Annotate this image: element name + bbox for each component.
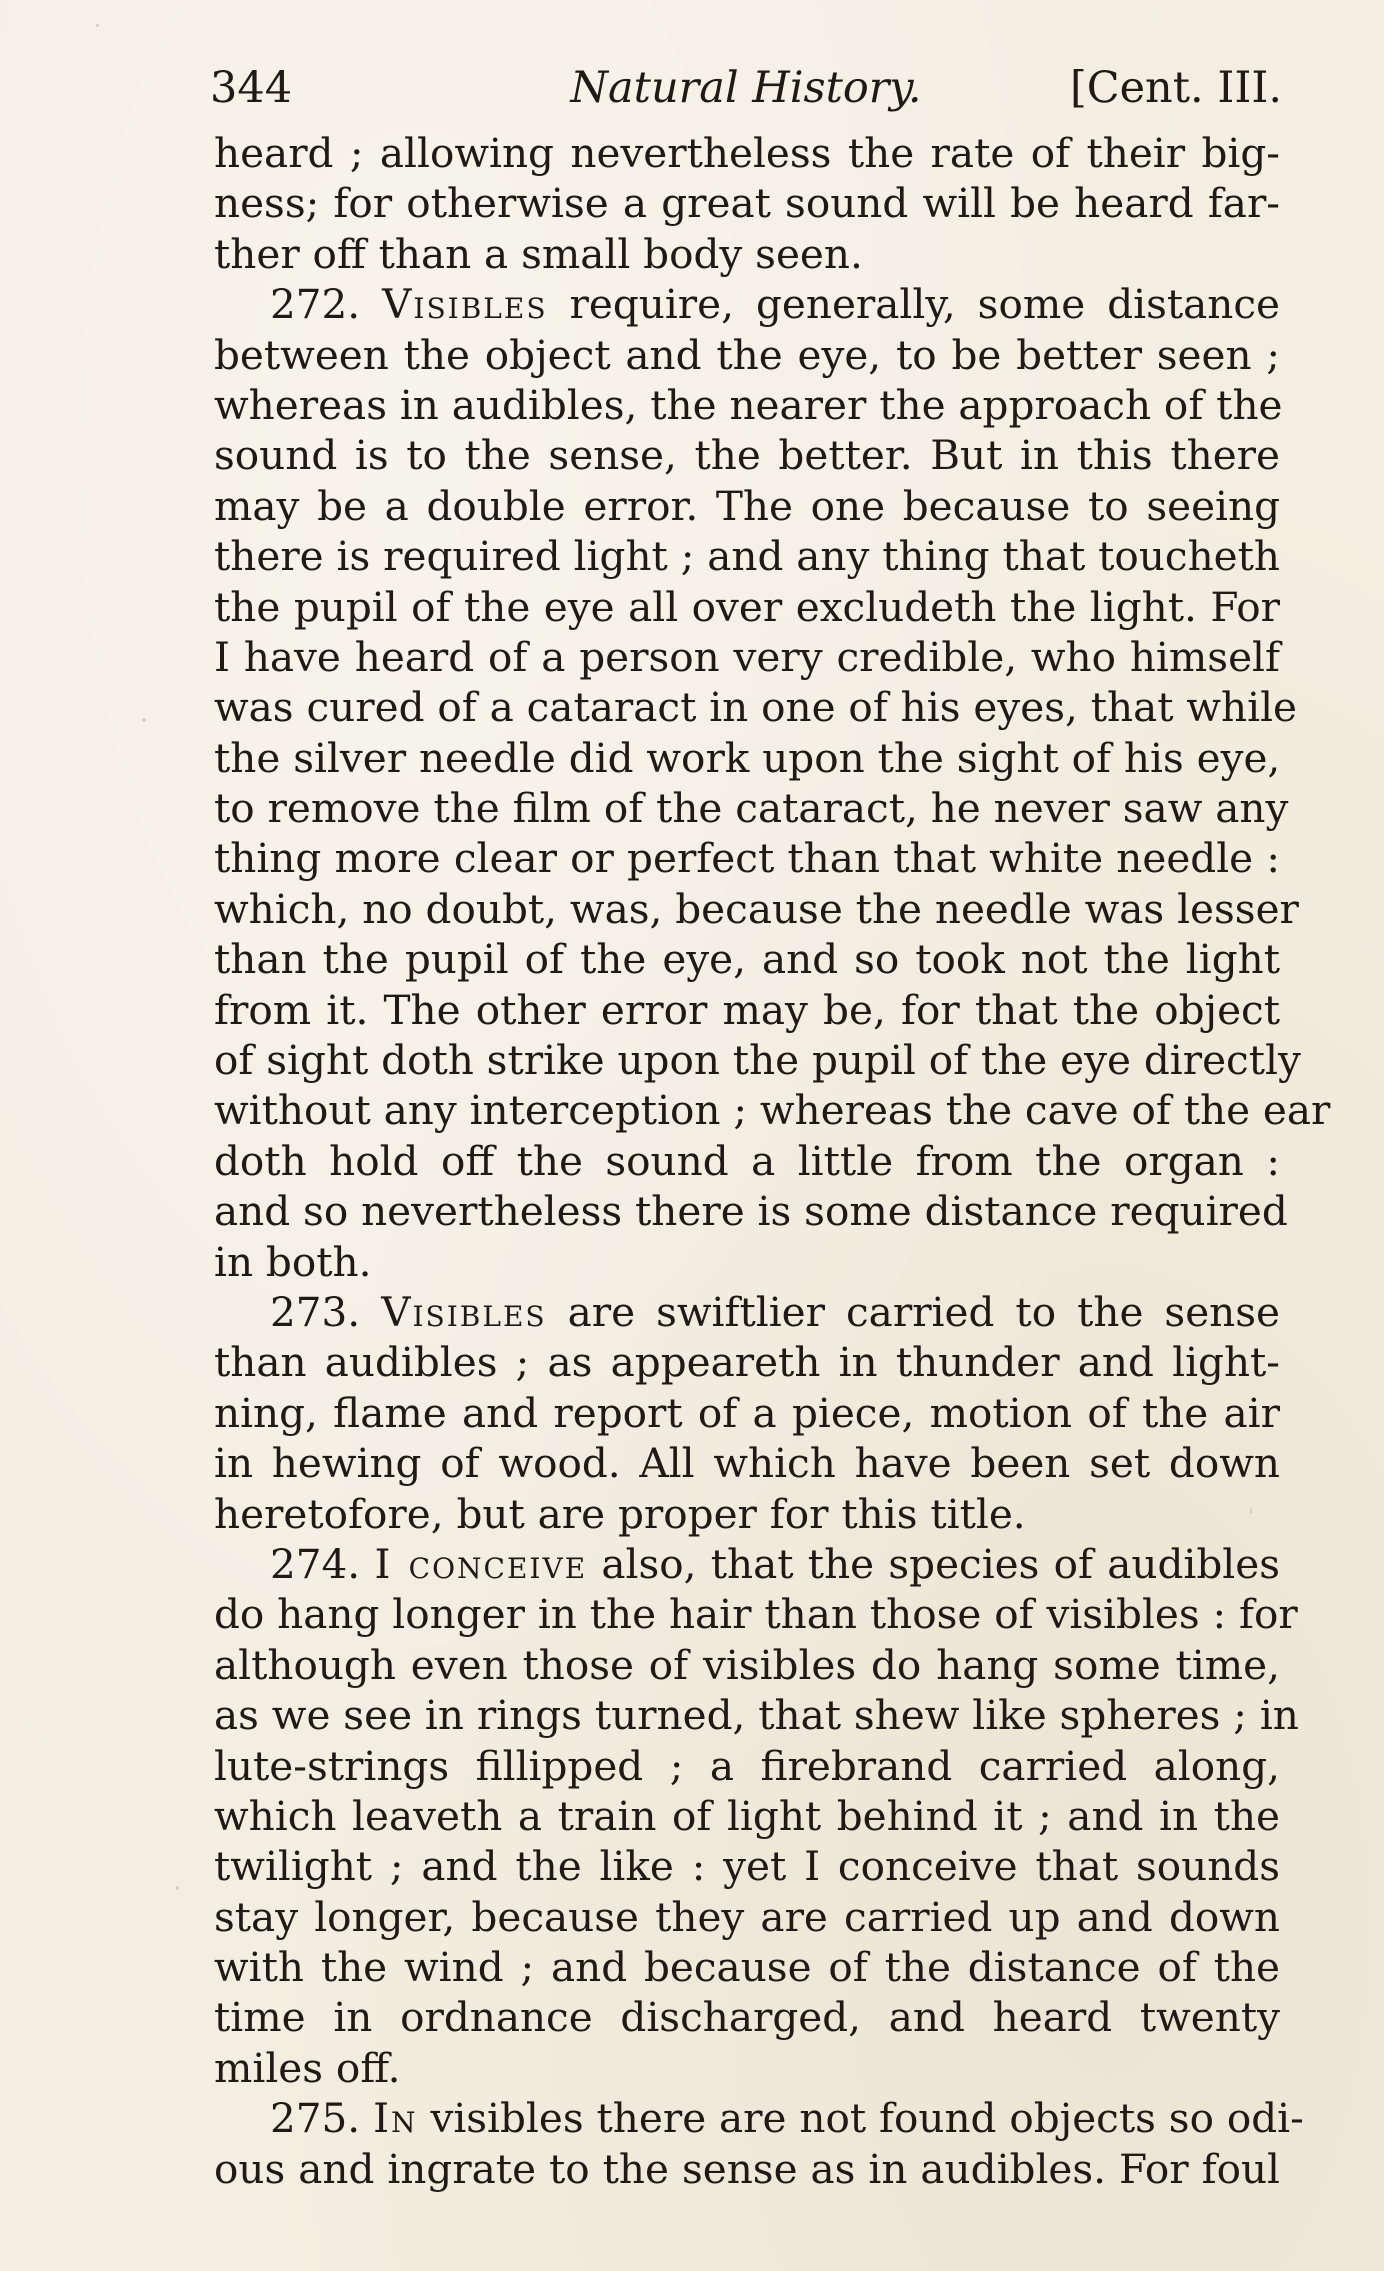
running-title: Natural History. <box>570 63 922 113</box>
paragraph-number: 275. <box>270 2094 361 2143</box>
text-line: lute-strings fillipped ; a firebrand carried along, <box>214 1741 1280 1790</box>
text-line: as we see in rings turned, that shew like spheres ; in <box>214 1691 1299 1740</box>
text-line: there is required light ; and any thing that toucheth <box>214 532 1280 581</box>
small-caps-lead: Visibles <box>381 1287 547 1336</box>
paragraph-number: 274. <box>270 1539 361 1588</box>
running-head <box>210 58 1282 118</box>
text-line: the silver needle did work upon the sight of his eye, <box>214 733 1281 782</box>
text-run: are swiftlier carried to the sense <box>567 1287 1281 1336</box>
text-line: without any interception ; whereas the cave of the ear <box>214 1086 1331 1135</box>
text-line: ness; for otherwise a great sound will be heard far- <box>214 179 1280 228</box>
text-line: which, no doubt, was, because the needle was lesser <box>214 884 1299 933</box>
small-caps-lead: Visibles <box>382 280 548 329</box>
paragraph-275-start <box>214 2093 1304 2143</box>
text-line: and so nevertheless there is some distance required <box>214 1187 1288 1236</box>
page-number: 344 <box>210 63 293 113</box>
text-line: twilight ; and the like : yet I conceive that sounds <box>214 1842 1280 1891</box>
text-line: ous and ingrate to the sense as in audibles. For foul <box>214 2144 1280 2193</box>
text-line: heard ; allowing nevertheless the rate of their big- <box>214 129 1280 177</box>
paragraph-273-start <box>214 1287 1280 1337</box>
text-line: was cured of a cataract in one of his eyes, that while <box>214 683 1297 732</box>
text-line: heretofore, but are proper for this title. <box>214 1489 1026 1538</box>
paper-speck <box>176 1886 179 1890</box>
small-caps-lead: I conceive <box>374 1539 588 1588</box>
small-caps-lead: In <box>373 2094 418 2143</box>
paper-speck <box>96 24 99 27</box>
paragraph-number: 272. <box>270 280 361 329</box>
text-line: the pupil of the eye all over excludeth the light. For <box>214 582 1280 631</box>
text-line: whereas in audibles, the nearer the approach of the <box>214 380 1283 429</box>
text-line: doth hold off the sound a little from the organ : <box>214 1136 1280 1185</box>
paragraph-number: 273. <box>270 1287 361 1336</box>
text-line: although even those of visibles do hang some time, <box>214 1640 1280 1689</box>
text-line: in both. <box>214 1237 372 1286</box>
paper-speck <box>142 718 146 722</box>
text-line: I have heard of a person very credible, who himself <box>214 632 1280 681</box>
text-line: ther off than a small body seen. <box>214 229 863 278</box>
text-line: of sight doth strike upon the pupil of the eye directly <box>214 1036 1301 1085</box>
text-line: thing more clear or perfect than that white needle : <box>214 834 1280 883</box>
text-line: do hang longer in the hair than those of visibles : for <box>214 1590 1298 1639</box>
text-line: miles off. <box>214 2043 401 2092</box>
text-line: time in ordnance discharged, and heard twenty <box>214 1993 1280 2042</box>
text-line: than audibles ; as appeareth in thunder and light- <box>214 1338 1280 1387</box>
paragraph-272-start <box>214 279 1280 329</box>
text-line: in hewing of wood. All which have been set down <box>214 1439 1280 1488</box>
text-line: sound is to the sense, the better. But in this there <box>214 431 1280 480</box>
text-line: ning, flame and report of a piece, motion of the air <box>214 1388 1280 1437</box>
text-run: visibles there are not found objects so odi- <box>430 2094 1304 2143</box>
text-line: may be a double error. The one because to seeing <box>214 481 1280 530</box>
paper-speck <box>1250 1508 1252 1514</box>
text-line: which leaveth a train of light behind it ; and in the <box>214 1791 1280 1840</box>
text-line: from it. The other error may be, for that the object <box>214 985 1280 1034</box>
century-label: [Cent. III. <box>1069 63 1282 113</box>
text-line: with the wind ; and because of the distance of the <box>214 1943 1280 1992</box>
body-text <box>214 128 1331 2194</box>
text-line: than the pupil of the eye, and so took not the light <box>214 935 1280 984</box>
paragraph-274-start <box>214 1539 1280 1589</box>
text-line: to remove the film of the cataract, he never saw any <box>214 784 1289 833</box>
text-run: require, generally, some distance <box>569 280 1281 329</box>
text-run: also, that the species of audibles <box>601 1539 1281 1588</box>
text-line: stay longer, because they are carried up and down <box>214 1892 1280 1941</box>
text-line: between the object and the eye, to be better seen ; <box>214 330 1280 379</box>
